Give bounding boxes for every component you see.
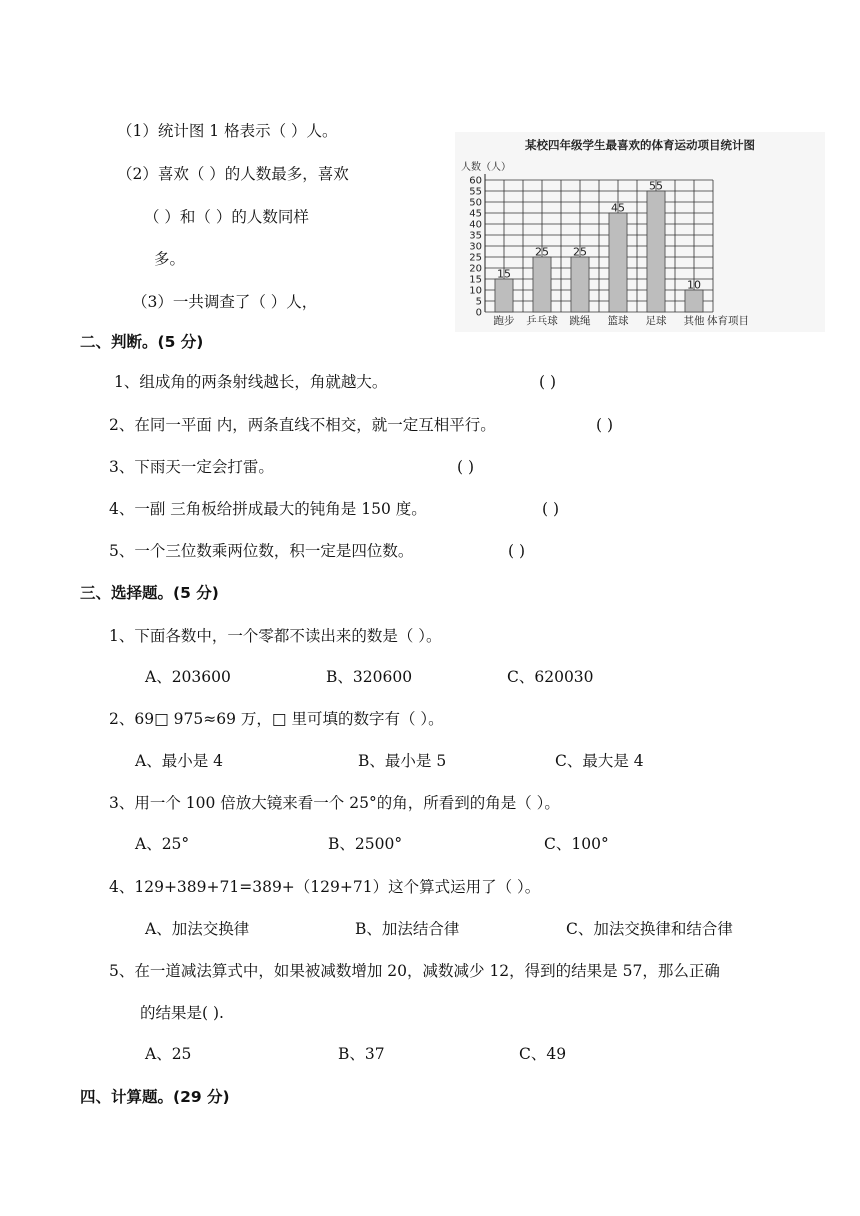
chart-y-tick-label: 20 <box>469 263 482 275</box>
choice-q5-option-c: C、49 <box>519 1045 567 1063</box>
choice-q3-option-b: B、2500° <box>328 835 403 853</box>
chart-y-tick-label: 25 <box>469 252 482 264</box>
judge-item-3-paren: ( ) <box>457 458 475 476</box>
chart-category-label: 跑步 <box>493 315 515 327</box>
choice-q5-stem: 5、在一道减法算式中，如果被减数增加 20，减数减少 12，得到的结果是 57，那么正确 <box>109 962 720 980</box>
chart-category-label: 乒乓球 <box>526 315 558 327</box>
chart-bar-value-label: 55 <box>649 179 663 193</box>
chart-bar <box>495 279 513 312</box>
judge-item-1-paren: ( ) <box>539 373 557 391</box>
section-4-title: 四、计算题。(29 分) <box>80 1088 230 1106</box>
choice-q5-option-b: B、37 <box>338 1045 385 1063</box>
chart-y-tick-label: 40 <box>469 219 482 231</box>
choice-q3-option-c: C、100° <box>544 835 609 853</box>
chart-bar <box>533 257 551 312</box>
chart-y-tick-label: 5 <box>475 296 482 308</box>
chart-y-tick-label: 0 <box>475 307 482 319</box>
choice-q1-option-b: B、320600 <box>326 668 413 686</box>
judge-item-2: 2、在同一平面 内，两条直线不相交，就一定互相平行。 <box>109 416 496 434</box>
choice-q1-option-c: C、620030 <box>507 668 594 686</box>
chart-x-axis-label: 体育项目 <box>707 315 749 327</box>
choice-q4-option-b: B、加法结合律 <box>355 920 460 938</box>
choice-q4-option-a: A、加法交换律 <box>145 920 250 938</box>
chart-y-tick-label: 35 <box>469 230 482 242</box>
chart-y-tick-label: 15 <box>469 274 482 286</box>
choice-q3-option-a: A、25° <box>135 835 190 853</box>
chart-category-label: 跳绳 <box>569 315 591 327</box>
judge-item-3: 3、下雨天一定会打雷。 <box>109 458 274 476</box>
chart-y-tick-label: 30 <box>469 241 482 253</box>
chart-bar <box>609 213 627 312</box>
sports-bar-chart <box>455 132 825 332</box>
choice-q4-stem: 4、129+389+71=389+（129+71）这个算式运用了（ ）。 <box>109 878 541 896</box>
chart-question-2a: （2）喜欢（ ）的人数最多，喜欢 <box>117 165 349 183</box>
choice-q5-stem-line2: 的结果是( ). <box>140 1004 224 1022</box>
judge-item-5: 5、一个三位数乘两位数，积一定是四位数。 <box>109 542 414 560</box>
chart-question-1: （1）统计图 1 格表示（ ）人。 <box>117 122 338 140</box>
section-2-title: 二、判断。(5 分) <box>80 333 204 351</box>
chart-y-tick-label: 50 <box>469 197 482 209</box>
chart-bar-value-label: 10 <box>687 278 701 292</box>
judge-item-5-paren: ( ) <box>508 542 526 560</box>
section-3-title: 三、选择题。(5 分) <box>80 584 219 602</box>
choice-q2-option-c: C、最大是 4 <box>555 752 644 770</box>
chart-bar <box>685 290 703 312</box>
chart-bar <box>647 191 665 312</box>
chart-title: 某校四年级学生最喜欢的体育运动项目统计图 <box>525 138 755 152</box>
choice-q2-option-b: B、最小是 5 <box>358 752 447 770</box>
chart-bar-value-label: 25 <box>535 245 549 259</box>
judge-item-4-paren: ( ) <box>542 500 560 518</box>
chart-y-tick-label: 10 <box>469 285 482 297</box>
judge-item-1: 1、组成角的两条射线越长，角就越大。 <box>114 373 388 391</box>
chart-bar-value-label: 25 <box>573 245 587 259</box>
chart-y-tick-label: 55 <box>469 186 482 198</box>
chart-y-tick-label: 45 <box>469 208 482 220</box>
choice-q2-stem: 2、69□ 975≈69 万，□ 里可填的数字有（ ）。 <box>109 710 444 728</box>
judge-item-2-paren: ( ) <box>596 416 614 434</box>
choice-q5-option-a: A、25 <box>145 1045 192 1063</box>
choice-q1-stem: 1、下面各数中，一个零都不读出来的数是（ ）。 <box>109 627 442 645</box>
choice-q2-option-a: A、最小是 4 <box>135 752 223 770</box>
chart-y-tick-label: 60 <box>469 175 482 187</box>
chart-bar-value-label: 15 <box>497 267 511 281</box>
chart-question-2b: （ ）和（ ）的人数同样 <box>144 208 309 226</box>
chart-y-axis-label: 人数（人） <box>461 162 511 173</box>
chart-bar <box>571 257 589 312</box>
chart-bar-value-label: 45 <box>611 201 625 215</box>
chart-question-2c: 多。 <box>154 250 186 268</box>
chart-question-3: （3）一共调查了（ ）人， <box>132 293 318 311</box>
choice-q4-option-c: C、加法交换律和结合律 <box>566 920 733 938</box>
chart-category-label: 其他 <box>683 315 705 327</box>
choice-q1-option-a: A、203600 <box>145 668 231 686</box>
choice-q3-stem: 3、用一个 100 倍放大镜来看一个 25°的角，所看到的角是（ ）。 <box>109 794 560 812</box>
chart-category-label: 篮球 <box>607 315 629 327</box>
chart-category-label: 足球 <box>645 315 667 327</box>
judge-item-4: 4、一副 三角板给拼成最大的钝角是 150 度。 <box>109 500 427 518</box>
